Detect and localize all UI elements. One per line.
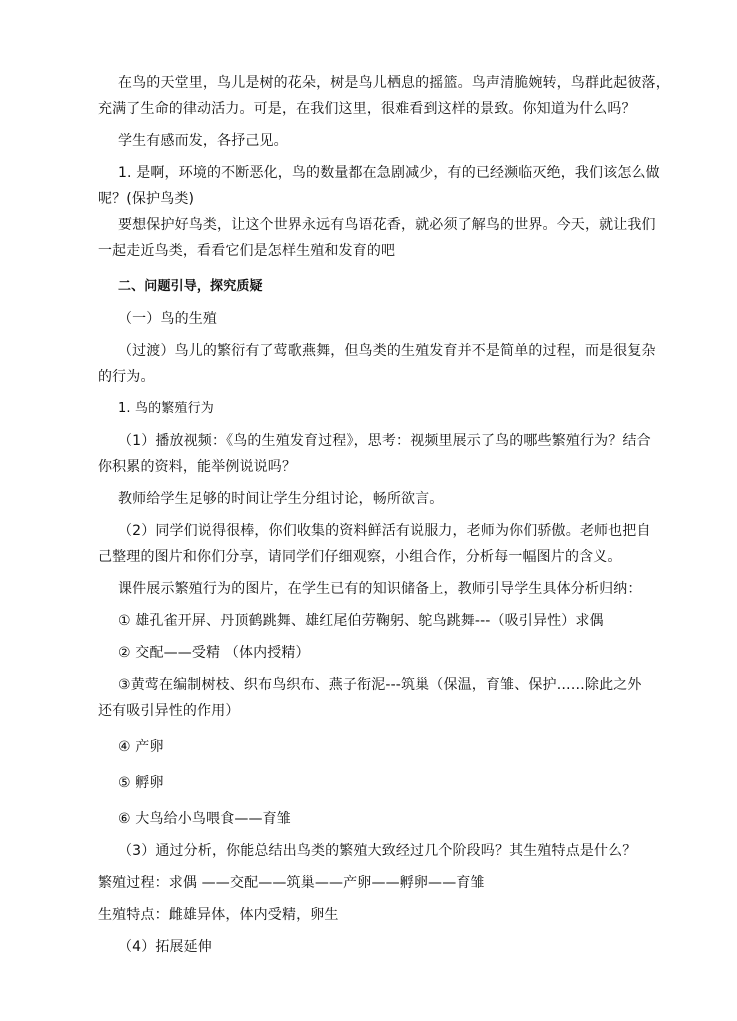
paragraph-summary-question — [118, 838, 637, 864]
paragraph-courseware — [118, 576, 642, 602]
text-line: （一）鸟的生殖 — [118, 311, 218, 327]
text-line: （3）通过分析，你能总结出鸟类的繁殖大致经过几个阶段吗？其生殖特点是什么？ — [118, 843, 637, 859]
list-item-courtship — [118, 608, 630, 634]
list-item-feeding — [118, 806, 630, 832]
text-line: 充满了生命的律动活力。可是，在我们这里，很难看到这样的景致。你知道为什么吗？ — [98, 101, 636, 117]
paragraph-intro — [98, 70, 670, 122]
list-item-laying — [118, 734, 630, 760]
subsection-heading — [118, 306, 630, 332]
document-body — [98, 70, 670, 960]
section-heading — [118, 274, 630, 300]
list-item-nesting — [98, 672, 642, 724]
text-line: （4）拓展延伸 — [118, 939, 212, 955]
paragraph-understand-birds — [98, 212, 656, 264]
text-line: ② 交配——受精 （体内授精） — [118, 645, 310, 661]
text-line: 呢？(保护鸟类) — [98, 191, 195, 207]
text-line: 在鸟的天堂里，鸟儿是树的花朵，树是鸟儿栖息的摇篮。鸟声清脆婉转，鸟群此起彼落， — [118, 75, 670, 91]
text-line: ⑤ 孵卵 — [118, 775, 164, 791]
text-line: ① 雄孔雀开屏、丹顶鹤跳舞、雄红尾伯劳鞠躬、鸵鸟跳舞---（吸引异性）求偶 — [118, 613, 604, 629]
text-line: （过渡）鸟儿的繁衍有了莺歌燕舞，但鸟类的生殖发育并不是简单的过程，而是很复杂 — [118, 343, 656, 359]
text-line: 己整理的图片和你们分享，请同学们仔细观察，小组合作，分析每一幅图片的含义。 — [98, 549, 622, 565]
text-line: 教师给学生足够的时间让学生分组讨论，畅所欲言。 — [118, 491, 444, 507]
paragraph-video — [98, 428, 651, 480]
paragraph-reproduction-features — [98, 902, 630, 928]
text-line: 还有吸引异性的作用） — [98, 703, 240, 719]
text-line: ⑥ 大鸟给小鸟喂食——育雏 — [118, 811, 291, 827]
paragraph-share-pictures — [98, 518, 651, 570]
paragraph-transition — [98, 338, 656, 390]
paragraph-protect-birds — [98, 160, 660, 212]
paragraph-students-respond — [118, 128, 630, 154]
item-breeding-behavior — [118, 396, 630, 422]
paragraph-extension — [118, 934, 630, 960]
text-line: 1. 鸟的繁殖行为 — [118, 401, 214, 416]
paragraph-discussion — [118, 486, 630, 512]
text-line: 一起走近鸟类，看看它们是怎样生殖和发育的吧 — [98, 243, 396, 259]
text-line: ④ 产卵 — [118, 739, 164, 755]
text-line: 要想保护好鸟类，让这个世界永远有鸟语花香，就必须了解鸟的世界。今天，就让我们 — [118, 217, 656, 233]
text-line: 生殖特点：雌雄异体，体内受精，卵生 — [98, 907, 339, 923]
paragraph-breeding-process — [98, 870, 630, 896]
list-item-incubation — [118, 770, 630, 796]
text-line: 课件展示繁殖行为的图片，在学生已有的知识储备上，教师引导学生具体分析归纳： — [118, 581, 642, 597]
text-line: 1. 是啊，环境的不断恶化，鸟的数量都在急剧减少，有的已经濒临灭绝，我们该怎么做 — [118, 165, 660, 181]
text-line: 繁殖过程：求偶 ——交配——筑巢——产卵——孵卵——育雏 — [98, 875, 485, 891]
heading-text: 二、问题引导，探究质疑 — [118, 279, 263, 294]
list-item-mating — [118, 640, 630, 666]
text-line: 你积累的资料，能举例说说吗？ — [98, 459, 297, 475]
text-line: （1）播放视频：《鸟的生殖发育过程》，思考：视频里展示了鸟的哪些繁殖行为？结合 — [118, 433, 651, 449]
text-line: 学生有感而发，各抒己见。 — [118, 133, 288, 149]
text-line: ③黄莺在编制树枝、织布鸟织布、燕子衔泥---筑巢（保温，育雏、保护……除此之外 — [118, 677, 642, 693]
text-line: （2）同学们说得很棒，你们收集的资料鲜活有说服力，老师为你们骄傲。老师也把自 — [118, 523, 651, 539]
text-line: 的行为。 — [98, 369, 155, 385]
